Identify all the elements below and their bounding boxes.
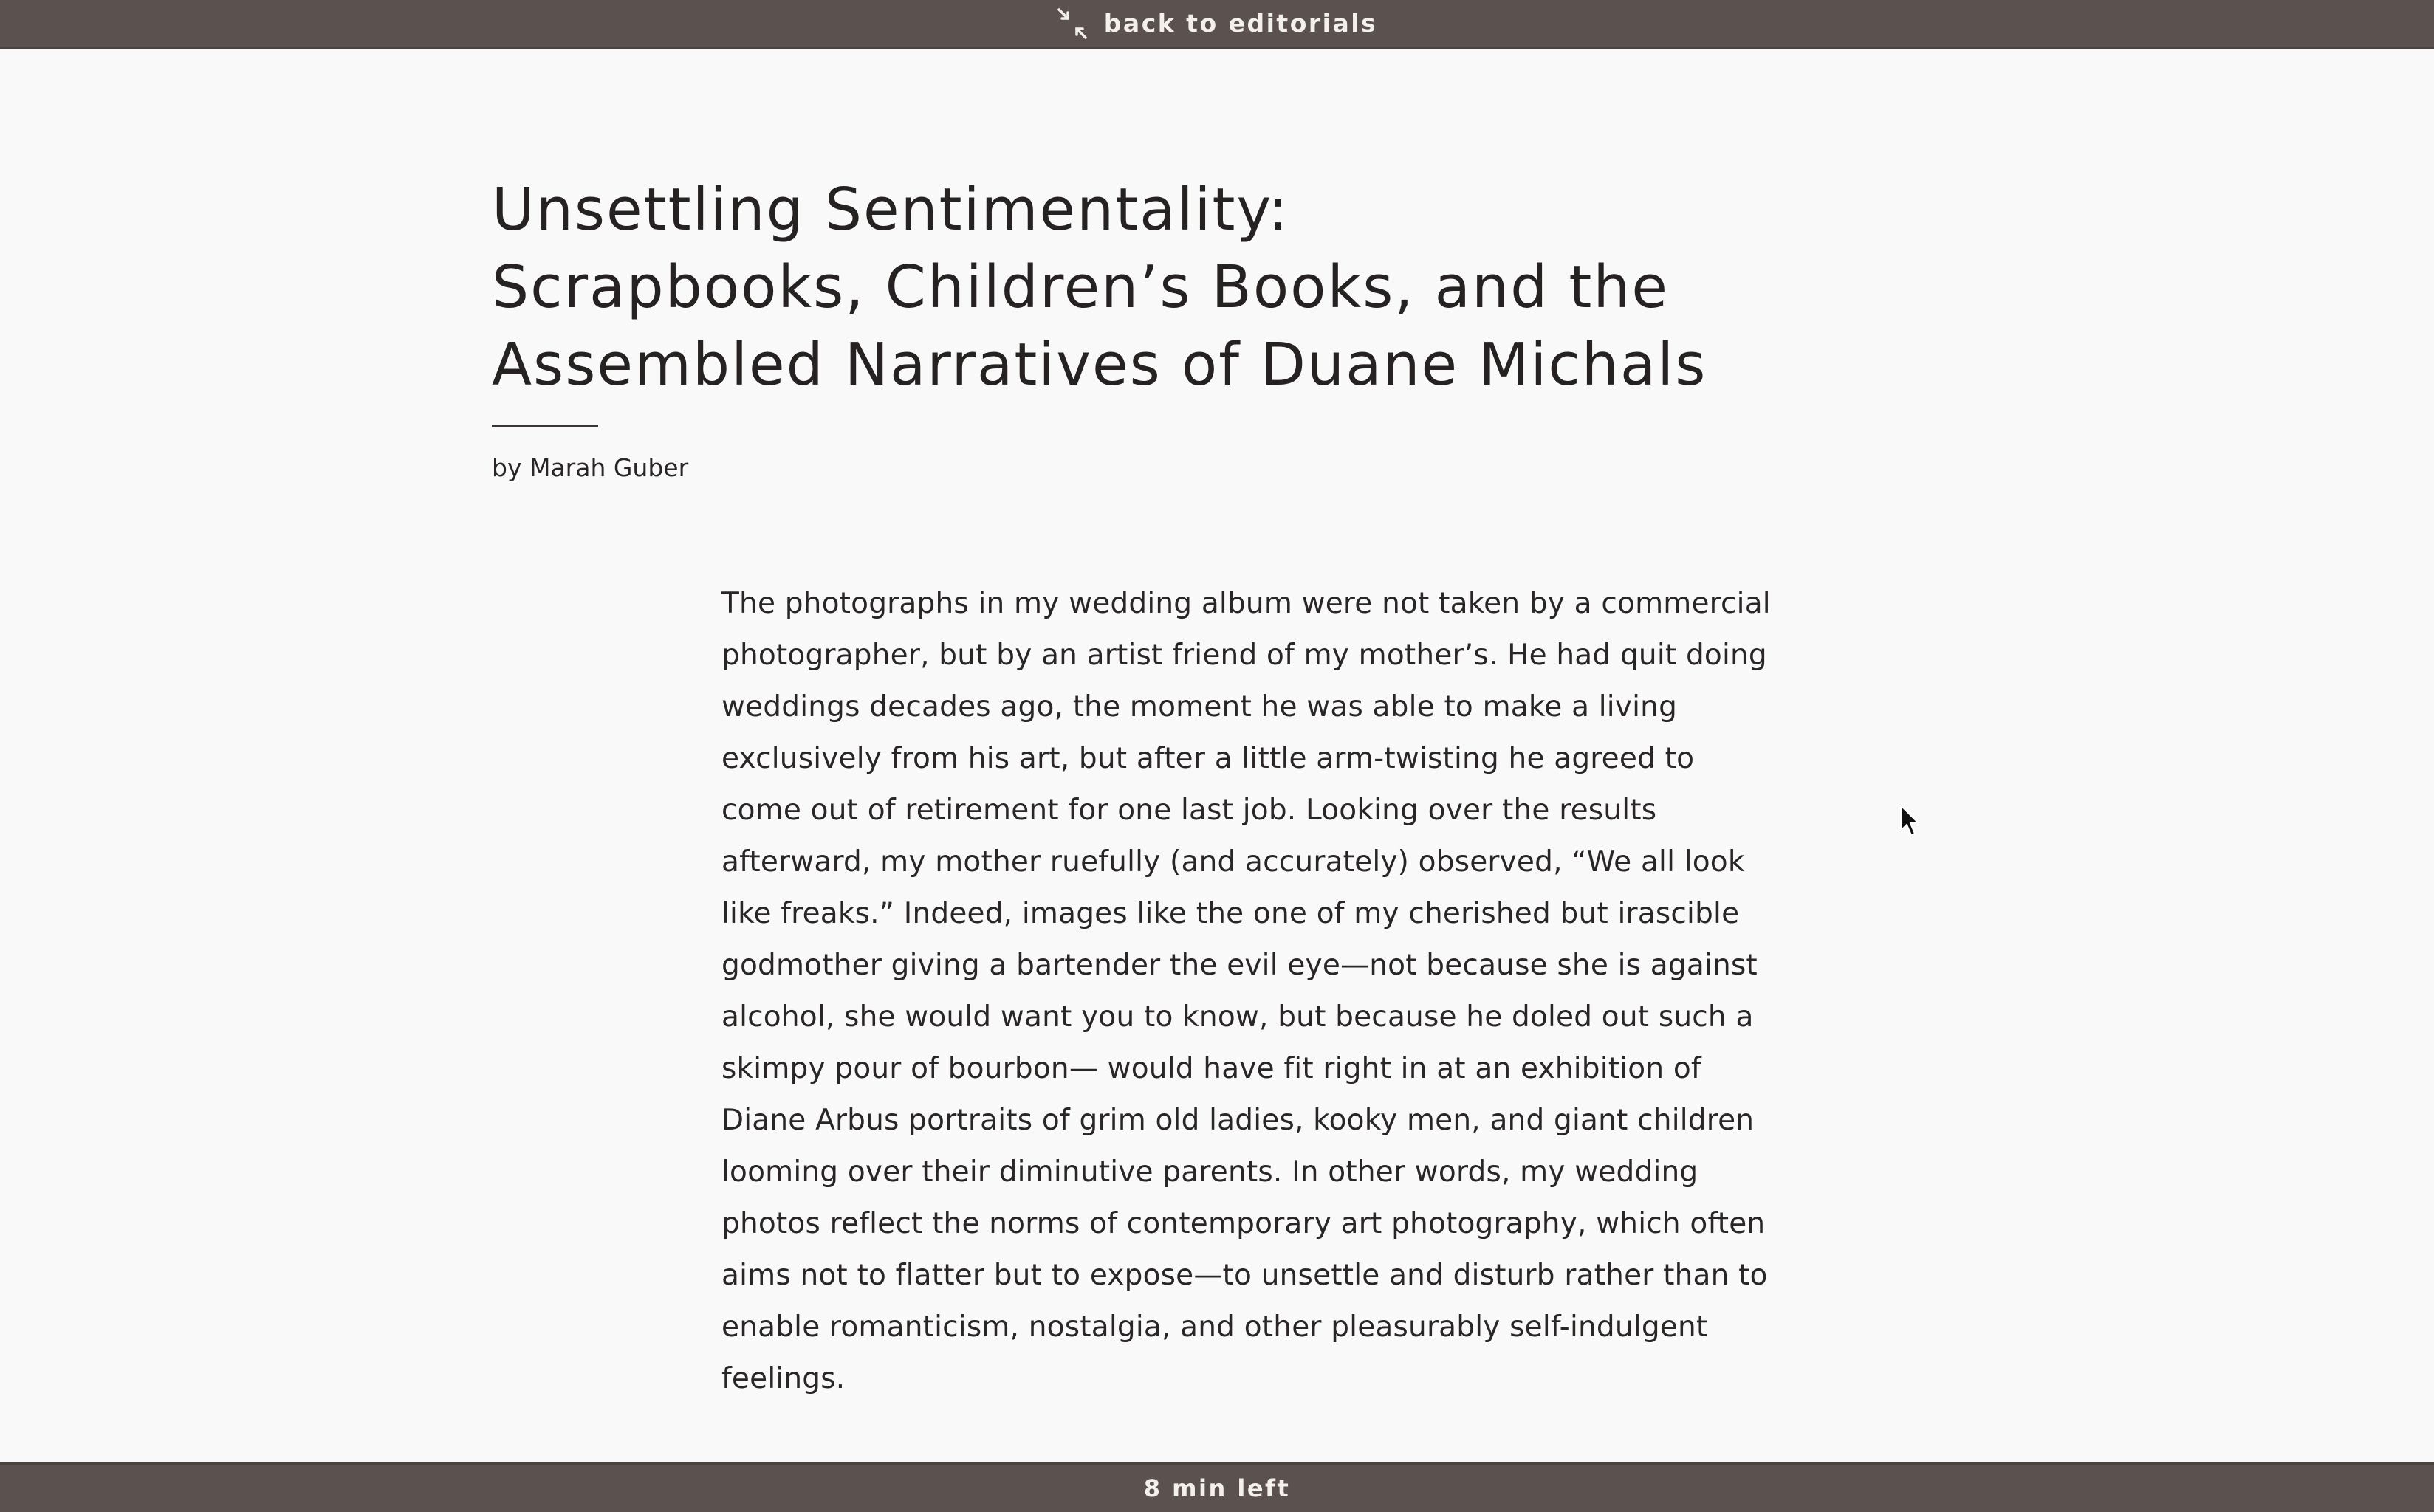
paragraph-line: like freaks.” Indeed, images like the one of my cherished but irascible — [721, 897, 1740, 930]
paragraph-line: photos reflect the norms of contemporary art photography, which often — [721, 1207, 1766, 1240]
top-bar — [0, 0, 2434, 49]
paragraph-line: skimpy pour of bourbon— would have fit right in at an exhibition of — [721, 1052, 1701, 1085]
back-link-label: back to editorials — [1103, 9, 1378, 38]
collapse-arrows-icon — [1057, 7, 1088, 40]
paragraph-line: Diane Arbus portraits of grim old ladies, kooky men, and giant children — [721, 1104, 1755, 1137]
title-line: Unsettling Sentimentality: — [492, 176, 1290, 244]
byline: by Marah Guber — [492, 453, 689, 482]
paragraph-line: come out of retirement for one last job. Looking over the results — [721, 794, 1657, 827]
paragraph-line: afterward, my mother ruefully (and accurately) observed, “We all look — [721, 845, 1745, 879]
paragraph-line: feelings. — [721, 1362, 846, 1395]
paragraph-line: photographer, but by an artist friend of my mother’s. He had quit doing — [721, 639, 1767, 672]
mouse-cursor-icon — [1899, 804, 1922, 838]
paragraph-line: aims not to flatter but to expose—to unsettle and disturb rather than to — [721, 1259, 1768, 1292]
paragraph-line: The photographs in my wedding album were not taken by a commercial — [721, 587, 1771, 620]
article-title — [492, 171, 1747, 404]
paragraph-line: weddings decades ago, the moment he was able to make a living — [721, 690, 1678, 724]
reading-progress-bar — [0, 1462, 2434, 1512]
title-divider — [492, 425, 598, 427]
article-paragraph — [721, 578, 1771, 1405]
paragraph-line: looming over their diminutive parents. In other words, my wedding — [721, 1155, 1698, 1189]
title-line: Scrapbooks, Children’s Books, and the — [492, 253, 1670, 321]
title-line: Assembled Narratives of Duane Michals — [492, 331, 1707, 399]
back-to-editorials-link[interactable] — [1057, 7, 1377, 40]
paragraph-line: alcohol, she would want you to know, but because he doled out such a — [721, 1000, 1754, 1034]
paragraph-line: exclusively from his art, but after a little arm-twisting he agreed to — [721, 742, 1695, 775]
paragraph-line: enable romanticism, nostalgia, and other pleasurably self-indulgent — [721, 1310, 1708, 1344]
time-left-label: 8 min left — [1143, 1474, 1291, 1502]
paragraph-line: godmother giving a bartender the evil eye—not because she is against — [721, 949, 1758, 982]
